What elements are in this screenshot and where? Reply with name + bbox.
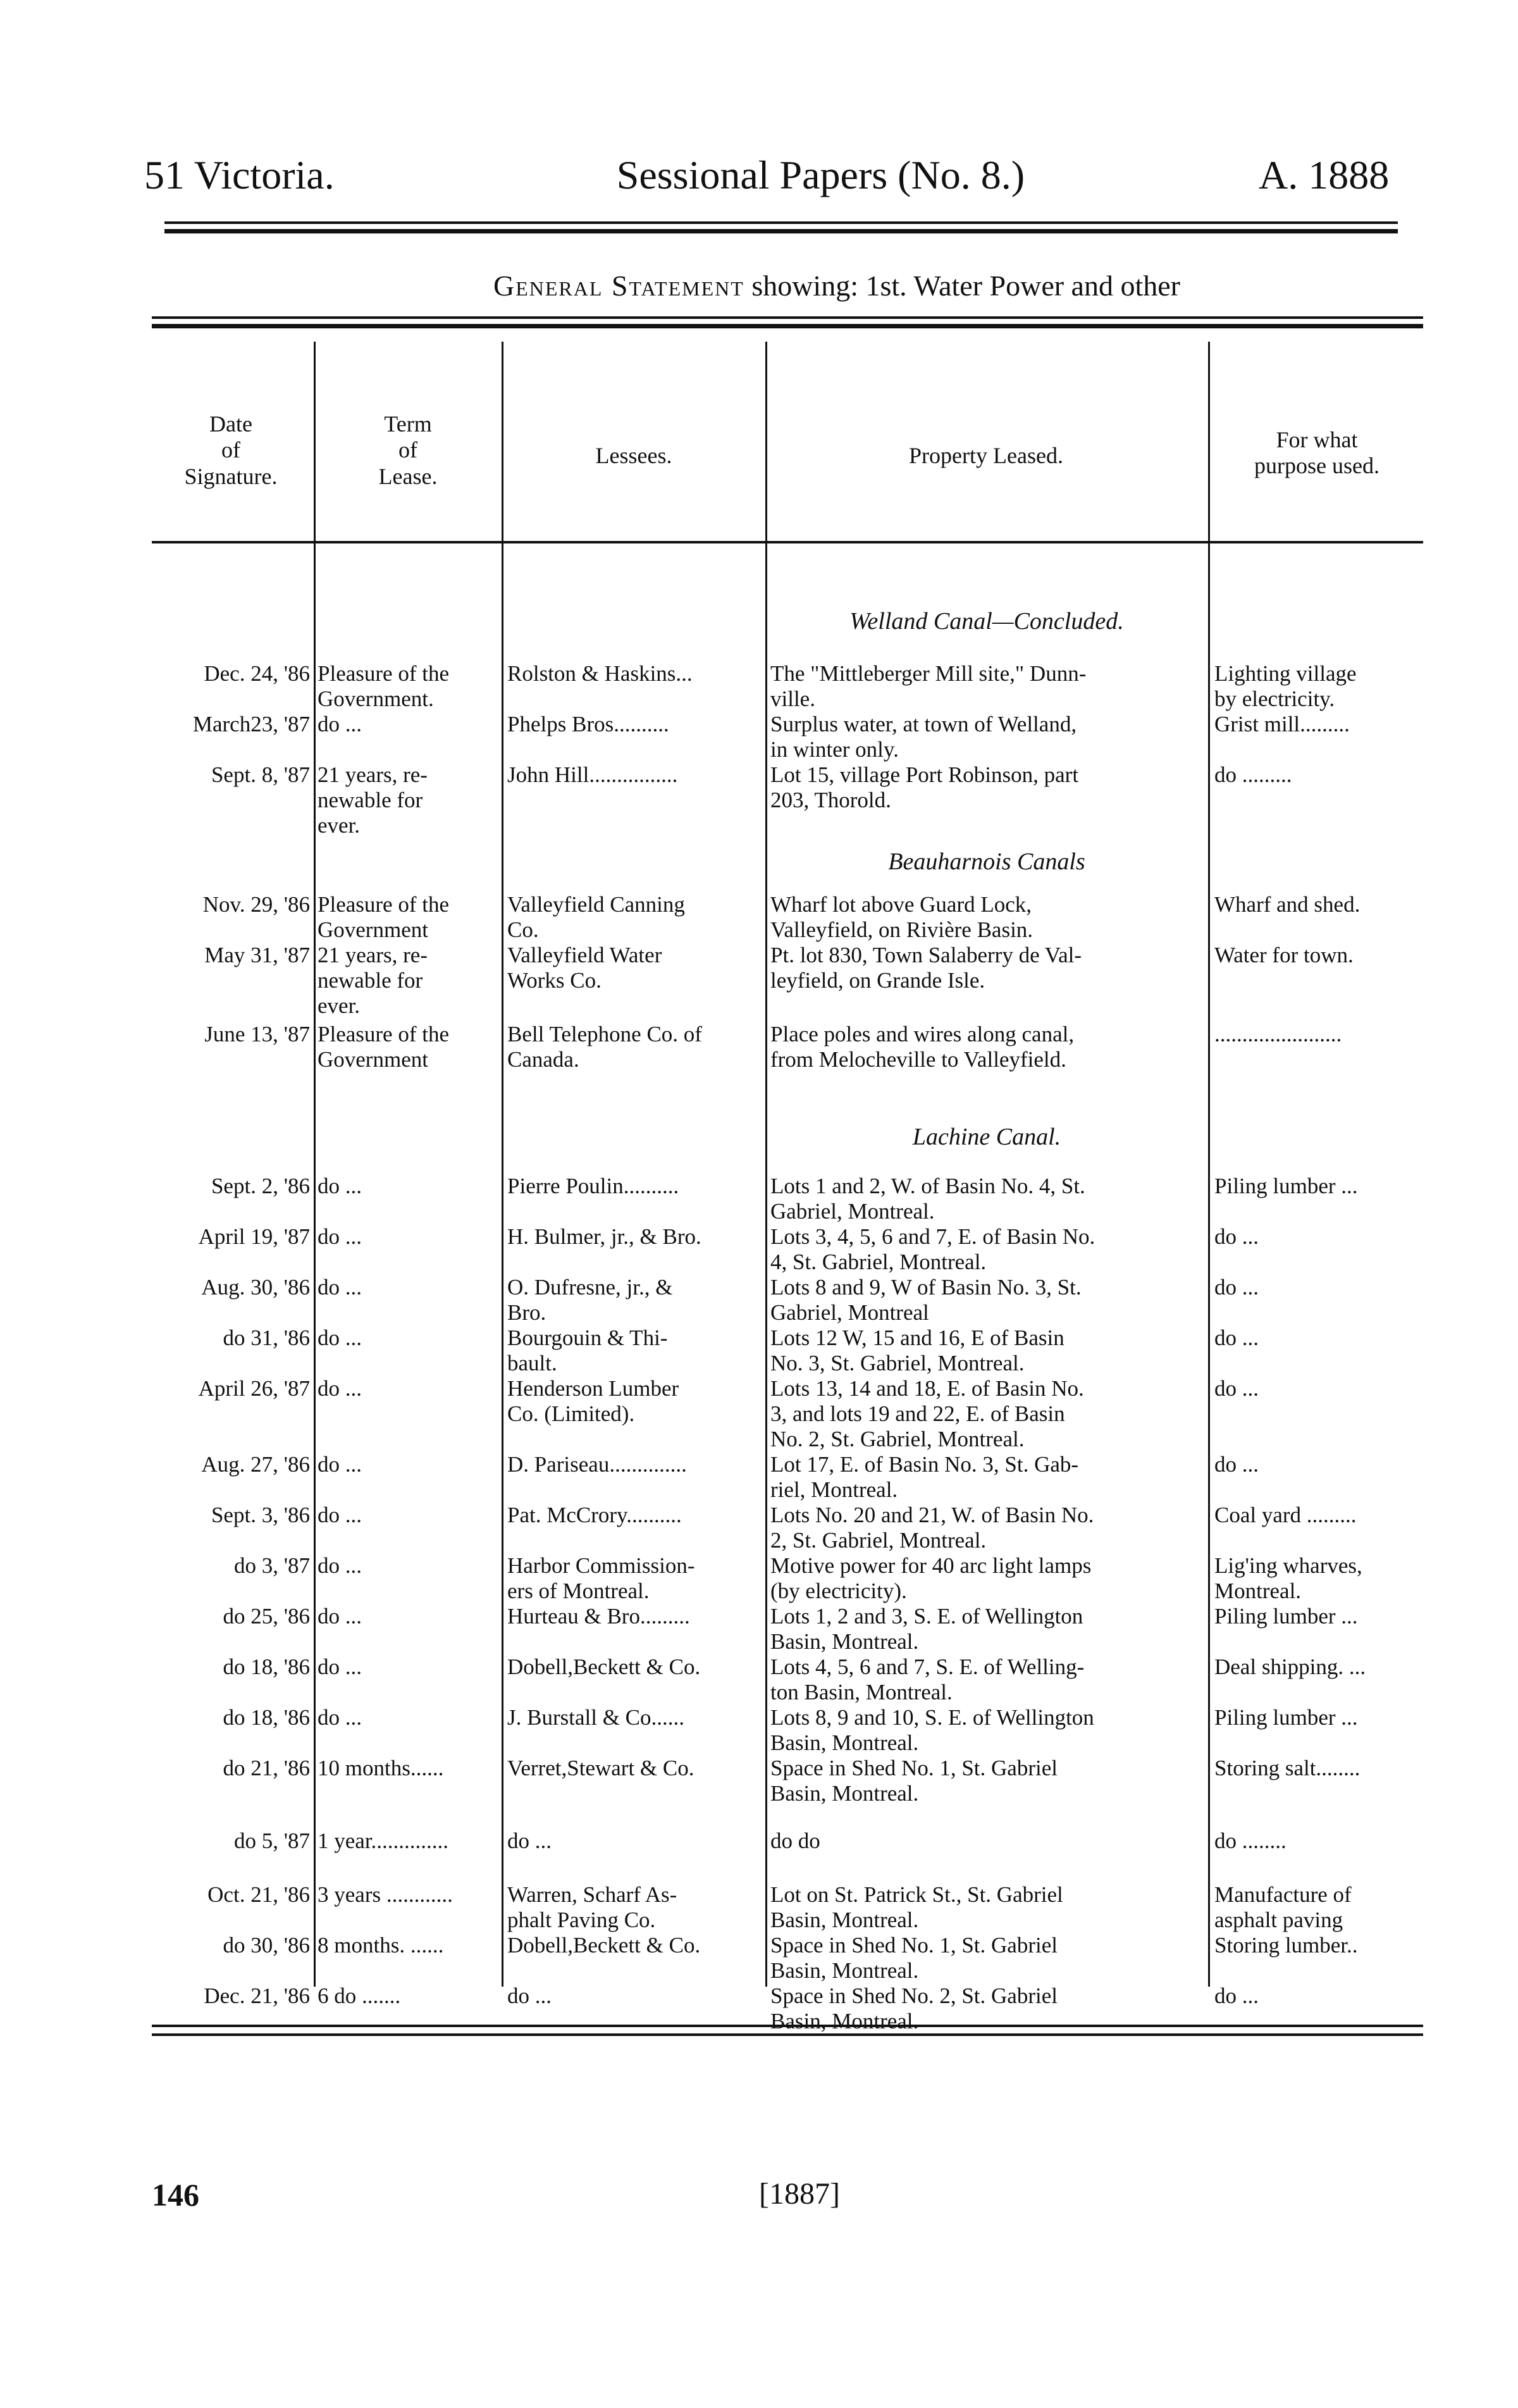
row-lessee: Hurteau & Bro......... xyxy=(507,1604,690,1629)
row-term: do ... xyxy=(318,1604,362,1629)
row-date: Dec. 24, '86 xyxy=(204,661,310,686)
row-lessee: Valleyfield Canning Co. xyxy=(507,892,685,942)
row-term: 6 do ....... xyxy=(318,1983,401,2008)
row-property: Lots 8, 9 and 10, S. E. of Wellington Basin, Montreal. xyxy=(770,1705,1094,1755)
header-rule-top xyxy=(164,221,1398,224)
row-date: do 3, '87 xyxy=(233,1553,310,1578)
row-purpose: Grist mill......... xyxy=(1214,712,1350,736)
row-lessee: Valleyfield Water Works Co. xyxy=(507,943,662,993)
row-property: Lot 15, village Port Robinson, part 203, Thorold. xyxy=(770,762,1079,812)
row-purpose: do ......... xyxy=(1214,762,1292,787)
row-term: 1 year.............. xyxy=(318,1828,449,1853)
row-term: do ... xyxy=(318,1376,362,1401)
row-property: Lots 3, 4, 5, 6 and 7, E. of Basin No. 4, St. Gabriel, Montreal. xyxy=(770,1224,1095,1274)
row-property: Pt. lot 830, Town Salaberry de Val- leyfield, on Grande Isle. xyxy=(770,943,1082,993)
row-purpose: Piling lumber ... xyxy=(1214,1174,1358,1198)
row-purpose: do ... xyxy=(1214,1224,1259,1249)
col-head-term: Term of Lease. xyxy=(378,411,438,489)
row-purpose: do ... xyxy=(1214,1983,1259,2008)
row-purpose: Wharf and shed. xyxy=(1214,892,1361,917)
row-property: Lots 8 and 9, W of Basin No. 3, St. Gabriel, Montreal xyxy=(770,1275,1082,1325)
row-property: Surplus water, at town of Welland, in winter only. xyxy=(770,712,1077,762)
row-term: do ... xyxy=(318,1654,362,1679)
row-property: Space in Shed No. 1, St. Gabriel Basin, Montreal. xyxy=(770,1933,1058,1983)
row-term: Pleasure of the Government xyxy=(318,892,449,942)
row-date: do 5, '87 xyxy=(233,1828,310,1853)
row-purpose: Water for town. xyxy=(1214,943,1354,967)
row-property: Lot on St. Patrick St., St. Gabriel Basin, Montreal. xyxy=(770,1882,1063,1932)
row-term: do ... xyxy=(318,1452,362,1477)
row-property: Motive power for 40 arc light lamps (by electricity). xyxy=(770,1553,1092,1603)
section-beauharnois: Beauharnois Canals xyxy=(888,848,1085,875)
row-date: Aug. 30, '86 xyxy=(201,1275,310,1300)
row-date: Oct. 21, '86 xyxy=(207,1882,310,1907)
row-date: Sept. 3, '86 xyxy=(211,1503,310,1527)
row-term: 10 months...... xyxy=(318,1756,444,1780)
row-lessee: Pierre Poulin.......... xyxy=(507,1174,679,1198)
row-property: Wharf lot above Guard Lock, Valleyfield, on Rivière Basin. xyxy=(770,892,1034,942)
header-separator-rule xyxy=(152,541,1423,543)
row-date: do 30, '86 xyxy=(223,1933,310,1958)
row-lessee: Warren, Scharf As- phalt Paving Co. xyxy=(507,1882,677,1932)
col-divider-3 xyxy=(765,342,767,1987)
row-property: do do xyxy=(770,1828,820,1853)
row-date: Nov. 29, '86 xyxy=(202,892,310,917)
row-purpose: Deal shipping. ... xyxy=(1214,1654,1366,1679)
row-property: Lots 12 W, 15 and 16, E of Basin No. 3, St. Gabriel, Montreal. xyxy=(770,1325,1064,1375)
section-lachine: Lachine Canal. xyxy=(912,1124,1061,1150)
footer-year: [1887] xyxy=(759,2177,840,2211)
row-lessee: Dobell,Beckett & Co. xyxy=(507,1933,701,1958)
row-purpose: ....................... xyxy=(1214,1022,1342,1046)
header-left: 51 Victoria. xyxy=(144,152,335,197)
row-purpose: Lighting village by electricity. xyxy=(1214,661,1357,711)
row-date: do 21, '86 xyxy=(223,1756,310,1780)
row-term: do ... xyxy=(318,1705,362,1730)
row-date: Dec. 21, '86 xyxy=(204,1983,310,2008)
col-head-date: Date of Signature. xyxy=(184,411,278,489)
row-purpose: Piling lumber ... xyxy=(1214,1604,1358,1629)
row-lessee: J. Burstall & Co...... xyxy=(507,1705,685,1730)
row-purpose: do ... xyxy=(1214,1325,1259,1350)
row-date: do 18, '86 xyxy=(223,1705,310,1730)
row-date: Aug. 27, '86 xyxy=(201,1452,310,1477)
row-lessee: Dobell,Beckett & Co. xyxy=(507,1654,701,1679)
row-term: do ... xyxy=(318,1553,362,1578)
row-purpose: do ... xyxy=(1214,1376,1259,1401)
row-lessee: Verret,Stewart & Co. xyxy=(507,1756,694,1780)
row-term: do ... xyxy=(318,712,362,736)
row-term: Pleasure of the Government. xyxy=(318,661,449,711)
row-property: Lots 4, 5, 6 and 7, S. E. of Welling- ton Basin, Montreal. xyxy=(770,1654,1085,1704)
row-date: Sept. 8, '87 xyxy=(211,762,310,787)
statement-title-rest: showing: 1st. Water Power and other xyxy=(751,270,1180,302)
row-property: Lot 17, E. of Basin No. 3, St. Gab- riel, Montreal. xyxy=(770,1452,1079,1502)
row-property: Lots 1 and 2, W. of Basin No. 4, St. Gabriel, Montreal. xyxy=(770,1174,1085,1224)
row-purpose: Piling lumber ... xyxy=(1214,1705,1358,1730)
row-purpose: Lig'ing wharves, Montreal. xyxy=(1214,1553,1362,1603)
table-top-rule-thick xyxy=(152,324,1423,328)
row-term: 21 years, re- newable for ever. xyxy=(318,762,428,838)
row-purpose: do ... xyxy=(1214,1275,1259,1300)
table-top-rule xyxy=(152,316,1423,319)
page-number: 146 xyxy=(152,2177,199,2213)
row-term: do ... xyxy=(318,1275,362,1300)
row-date: do 31, '86 xyxy=(223,1325,310,1350)
row-property: Lots No. 20 and 21, W. of Basin No. 2, St. Gabriel, Montreal. xyxy=(770,1503,1094,1553)
row-lessee: Bell Telephone Co. of Canada. xyxy=(507,1022,702,1072)
row-date: do 18, '86 xyxy=(223,1654,310,1679)
row-lessee: D. Pariseau.............. xyxy=(507,1452,687,1477)
row-term: do ... xyxy=(318,1174,362,1198)
statement-title-smallcaps: General Statement xyxy=(493,270,744,302)
row-term: do ... xyxy=(318,1503,362,1527)
row-lessee: John Hill................ xyxy=(507,762,678,787)
header-right: A. 1888 xyxy=(1259,152,1390,197)
row-property: Lots 13, 14 and 18, E. of Basin No. 3, and lots 19 and 22, E. of Basin No. 2, St. Gabriel, Montreal. xyxy=(770,1376,1084,1451)
section-welland: Welland Canal—Concluded. xyxy=(849,608,1124,635)
row-term: 21 years, re- newable for ever. xyxy=(318,943,428,1018)
row-term: 3 years ............ xyxy=(318,1882,453,1907)
row-lessee: Pat. McCrory.......... xyxy=(507,1503,682,1527)
row-purpose: Storing lumber.. xyxy=(1214,1933,1358,1958)
row-term: Pleasure of the Government xyxy=(318,1022,449,1072)
col-head-lessees: Lessees. xyxy=(595,443,672,468)
row-purpose: do ........ xyxy=(1214,1828,1287,1853)
col-divider-4 xyxy=(1208,342,1210,1987)
row-lessee: do ... xyxy=(507,1983,552,2008)
col-head-property: Property Leased. xyxy=(909,443,1063,468)
header-rule-bottom xyxy=(164,229,1398,233)
row-purpose: Coal yard ......... xyxy=(1214,1503,1357,1527)
row-lessee: Rolston & Haskins... xyxy=(507,661,693,686)
row-purpose: do ... xyxy=(1214,1452,1259,1477)
row-property: Lots 1, 2 and 3, S. E. of Wellington Basin, Montreal. xyxy=(770,1604,1083,1654)
row-term: do ... xyxy=(318,1224,362,1249)
row-date: April 26, '87 xyxy=(198,1376,310,1401)
row-term: do ... xyxy=(318,1325,362,1350)
row-date: May 31, '87 xyxy=(204,943,310,967)
statement-title xyxy=(493,269,1180,302)
row-property: The "Mittleberger Mill site," Dunn- ville. xyxy=(770,661,1087,711)
row-purpose: Storing salt........ xyxy=(1214,1756,1361,1780)
row-date: June 13, '87 xyxy=(204,1022,310,1046)
col-head-purpose: For what purpose used. xyxy=(1254,427,1379,479)
row-lessee: Henderson Lumber Co. (Limited). xyxy=(507,1376,679,1426)
header-center: Sessional Papers (No. 8.) xyxy=(616,152,1025,197)
row-property: Place poles and wires along canal, from Melocheville to Valleyfield. xyxy=(770,1022,1075,1072)
row-lessee: Harbor Commission- ers of Montreal. xyxy=(507,1553,695,1603)
col-divider-2 xyxy=(502,342,503,1987)
row-property: Space in Shed No. 1, St. Gabriel Basin, Montreal. xyxy=(770,1756,1058,1806)
row-lessee: H. Bulmer, jr., & Bro. xyxy=(507,1224,701,1249)
row-date: Sept. 2, '86 xyxy=(211,1174,310,1198)
row-property: Space in Shed No. 2, St. Gabriel Basin, Montreal. xyxy=(770,1983,1058,2033)
table-bottom-rule-2 xyxy=(152,2033,1423,2036)
col-divider-1 xyxy=(314,342,316,1987)
row-date: do 25, '86 xyxy=(223,1604,310,1629)
row-term: 8 months. ...... xyxy=(318,1933,444,1958)
row-date: April 19, '87 xyxy=(198,1224,310,1249)
table-bottom-rule xyxy=(152,2025,1423,2027)
row-lessee: Phelps Bros.......... xyxy=(507,712,669,736)
row-lessee: O. Dufresne, jr., & Bro. xyxy=(507,1275,673,1325)
row-date: March23, '87 xyxy=(192,712,310,736)
row-purpose: Manufacture of asphalt paving xyxy=(1214,1882,1352,1932)
row-lessee: Bourgouin & Thi- bault. xyxy=(507,1325,668,1375)
row-lessee: do ... xyxy=(507,1828,552,1853)
